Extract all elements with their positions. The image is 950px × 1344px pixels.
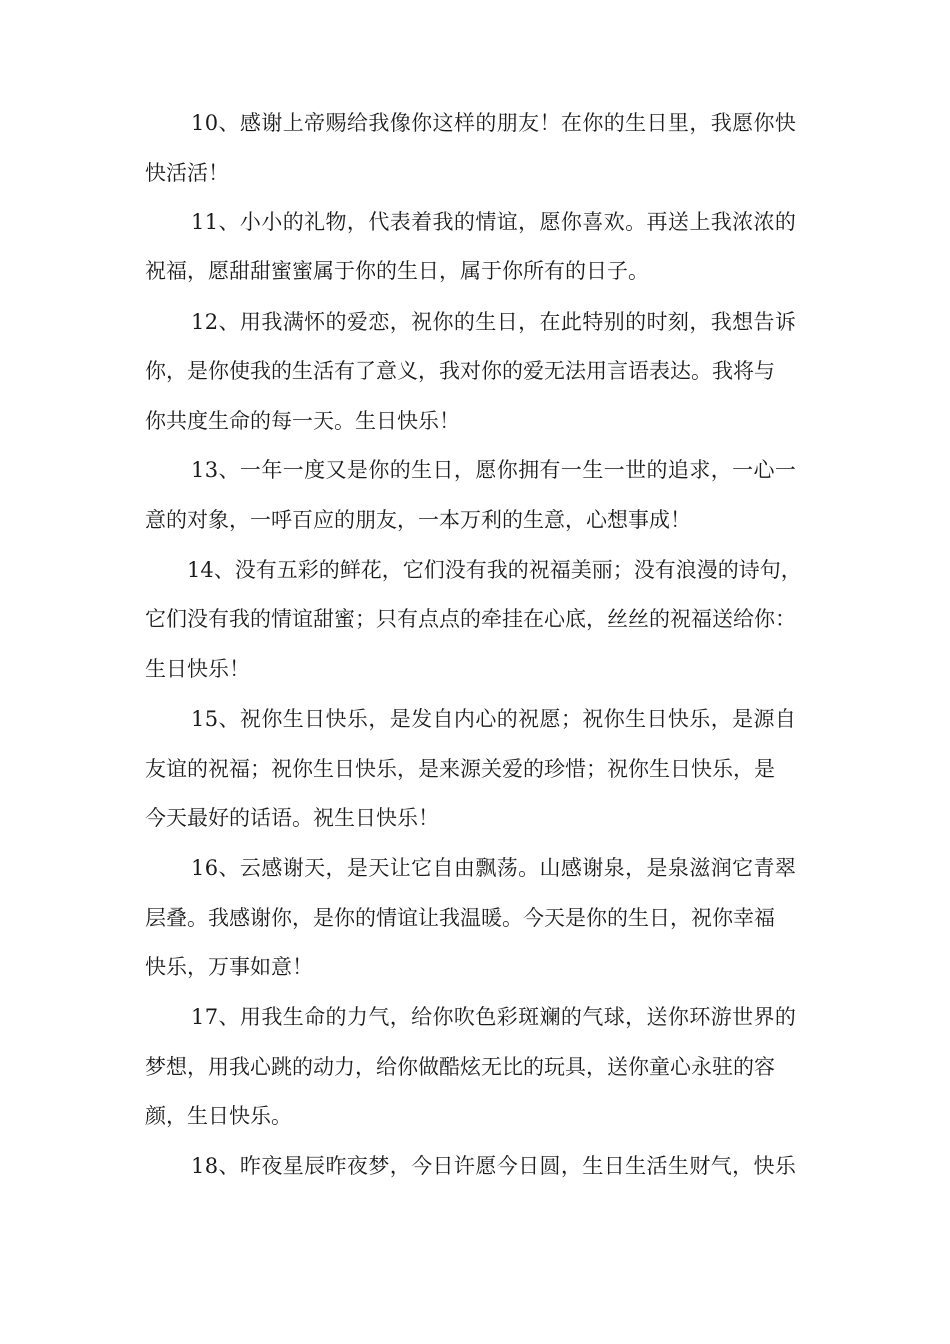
paragraph-line: 16、云感谢天，是天让它自由飘荡。山感谢泉，是泉滋润它青翠 [191, 856, 797, 880]
paragraph-line: 你，是你使我的生活有了意义，我对你的爱无法用言语表达。我将与 [145, 359, 775, 383]
paragraph-line: 快活活！ [145, 161, 229, 185]
paragraph-line: 12、用我满怀的爱恋，祝你的生日，在此特别的时刻，我想告诉 [191, 310, 797, 334]
paragraph-line: 颜，生日快乐。 [145, 1104, 292, 1128]
paragraph-line: 快乐，万事如意！ [145, 955, 313, 979]
paragraph-line: 13、一年一度又是你的生日，愿你拥有一生一世的追求，一心一 [191, 458, 797, 482]
paragraph-line: 生日快乐！ [145, 657, 250, 681]
paragraph-line: 今天最好的话语。祝生日快乐！ [145, 806, 439, 830]
paragraph-line: 友谊的祝福；祝你生日快乐，是来源关爱的珍惜；祝你生日快乐，是 [145, 757, 775, 781]
paragraph-line: 11、小小的礼物，代表着我的情谊，愿你喜欢。再送上我浓浓的 [191, 210, 797, 234]
paragraph-line: 14、没有五彩的鲜花，它们没有我的祝福美丽；没有浪漫的诗句， [187, 558, 802, 582]
paragraph-line: 17、用我生命的力气，给你吹色彩斑斓的气球，送你环游世界的 [191, 1005, 797, 1029]
paragraph-line: 10、感谢上帝赐给我像你这样的朋友！在你的生日里，我愿你快 [191, 111, 797, 135]
paragraph-line: 18、昨夜星辰昨夜梦，今日许愿今日圆，生日生活生财气，快乐 [191, 1154, 797, 1178]
paragraph-line: 它们没有我的情谊甜蜜；只有点点的牵挂在心底，丝丝的祝福送给你： [145, 607, 796, 631]
paragraph-line: 祝福，愿甜甜蜜蜜属于你的生日，属于你所有的日子。 [145, 259, 649, 283]
paragraph-line: 你共度生命的每一天。生日快乐！ [145, 409, 460, 433]
paragraph-line: 梦想，用我心跳的动力，给你做酷炫无比的玩具，送你童心永驻的容 [145, 1055, 775, 1079]
paragraph-line: 意的对象，一呼百应的朋友，一本万利的生意，心想事成！ [145, 508, 691, 532]
paragraph-line: 15、祝你生日快乐，是发自内心的祝愿；祝你生日快乐，是源自 [191, 707, 797, 731]
paragraph-line: 层叠。我感谢你，是你的情谊让我温暖。今天是你的生日，祝你幸福 [145, 906, 775, 930]
